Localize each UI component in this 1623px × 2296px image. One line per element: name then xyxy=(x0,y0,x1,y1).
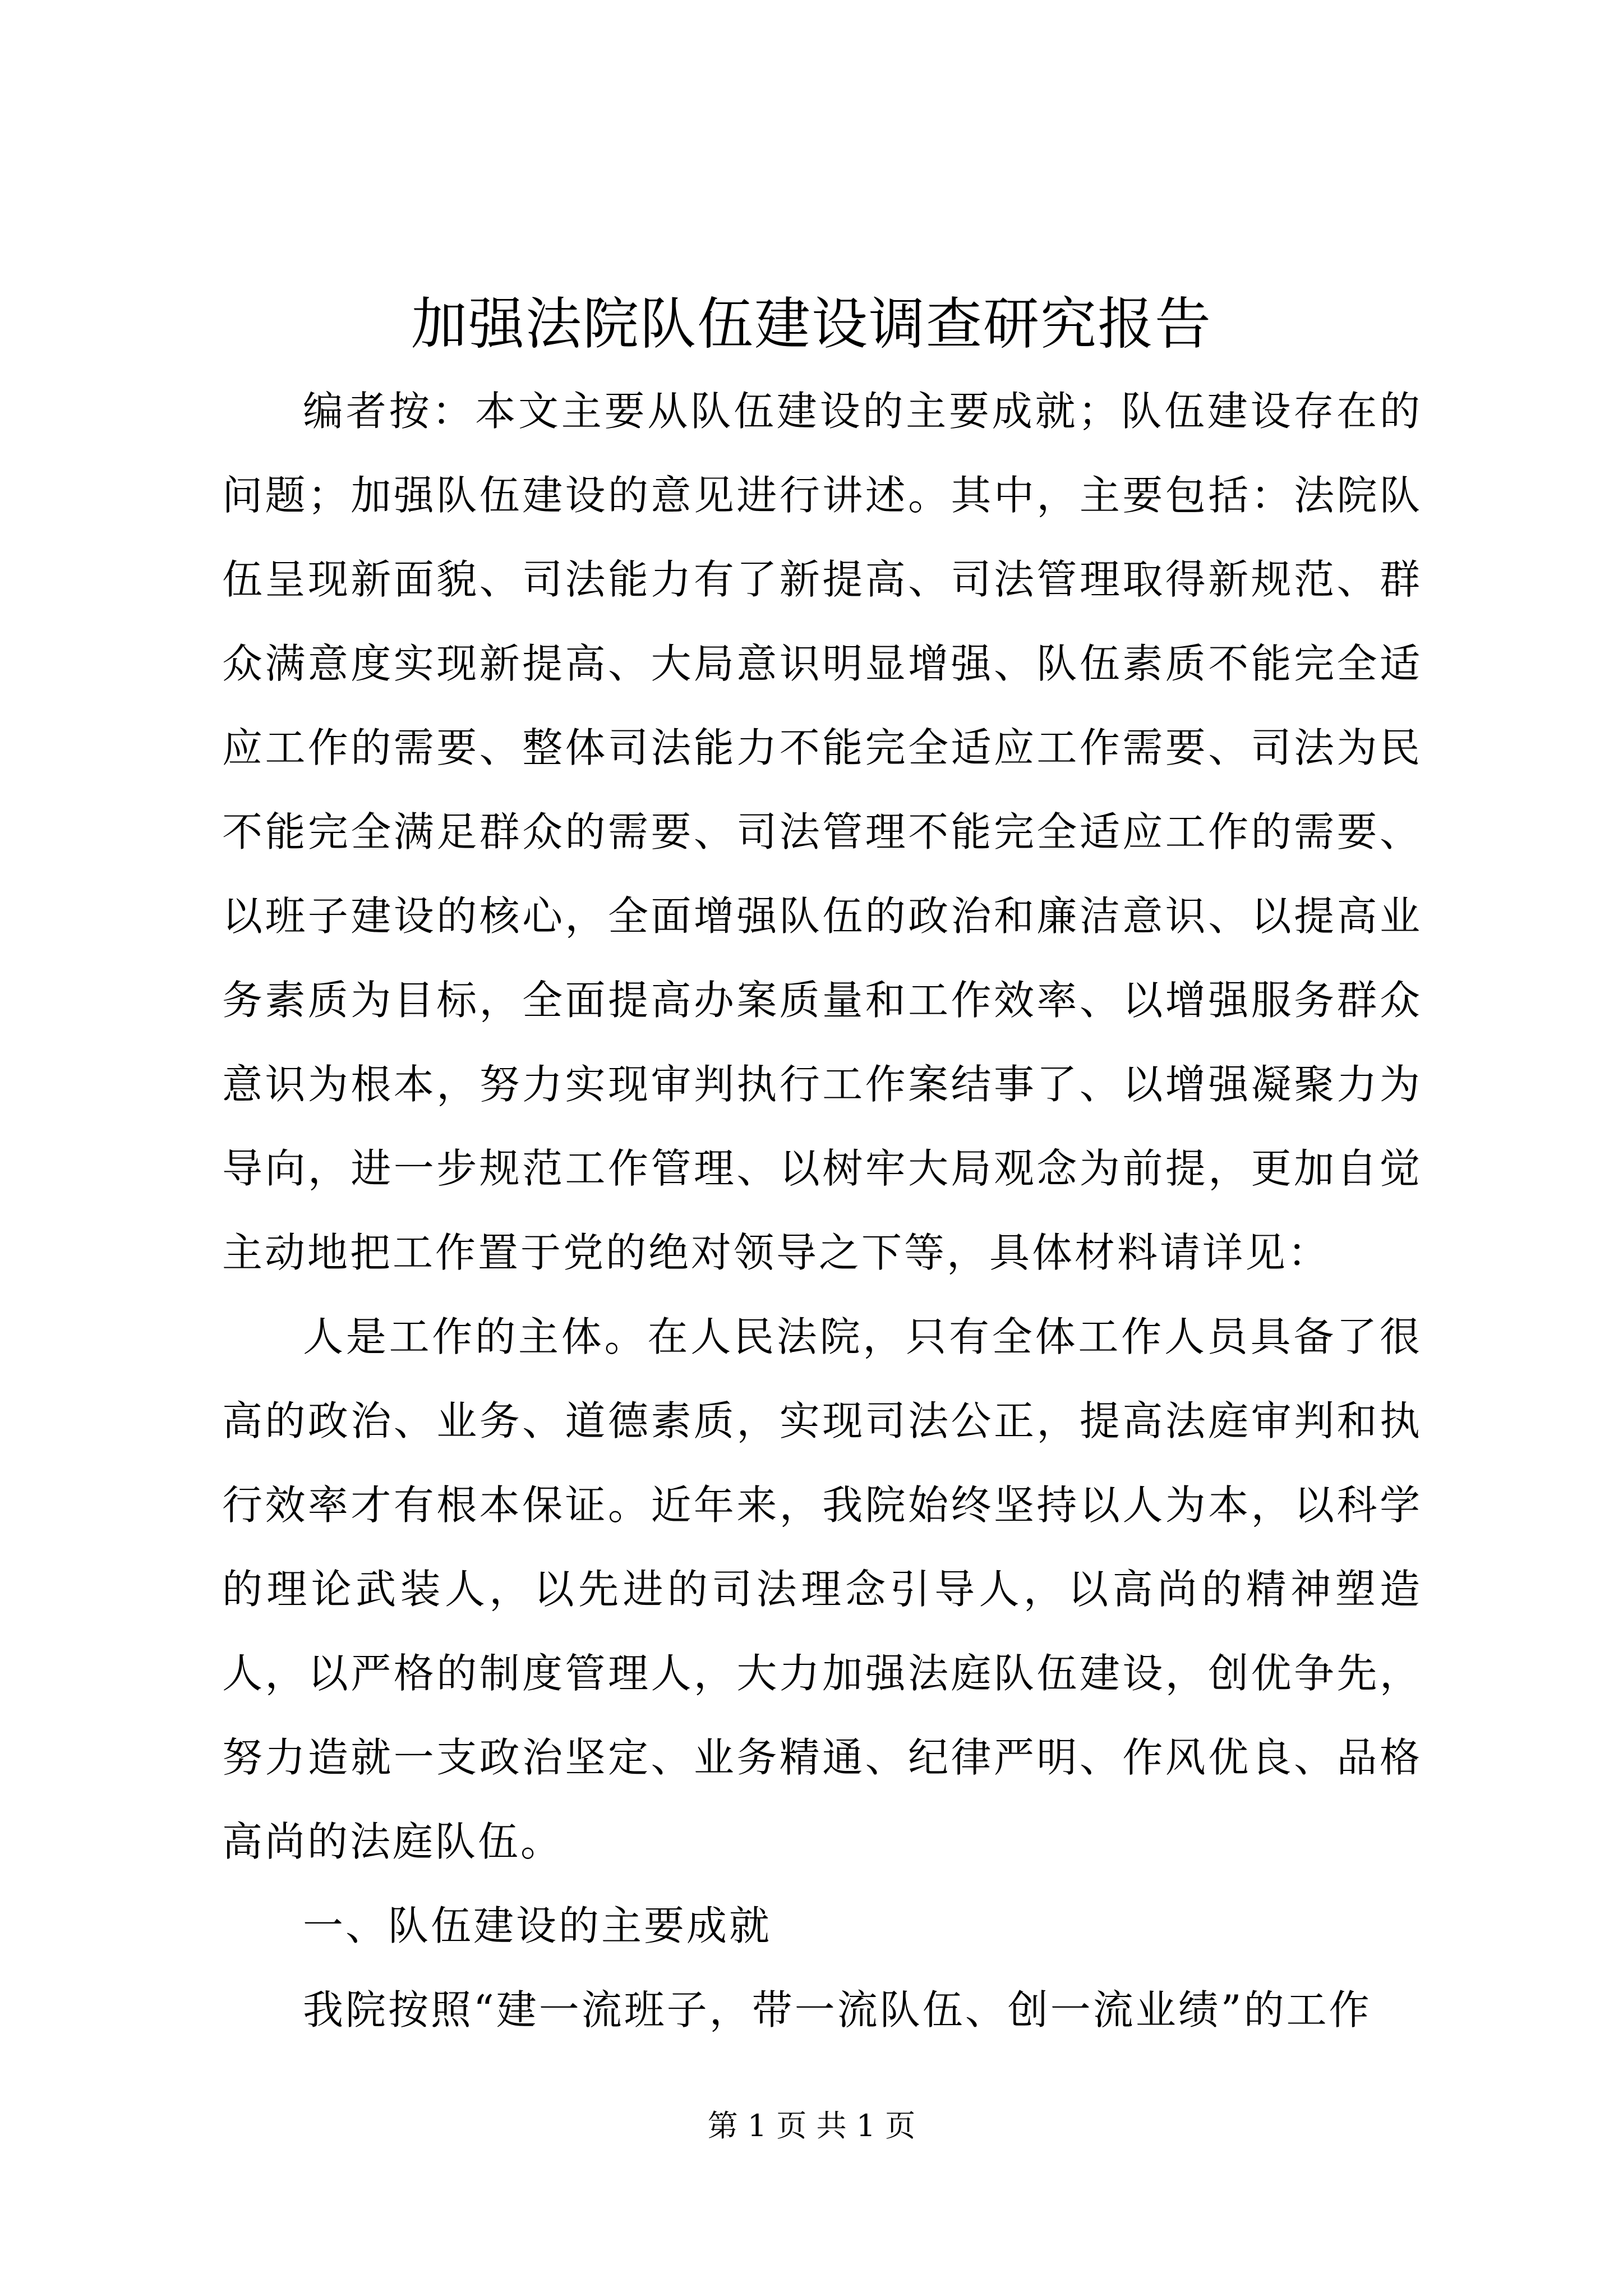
document-title: 加强法院队伍建设调查研究报告 xyxy=(411,291,1212,357)
section-heading: 一、队伍建设的主要成就 xyxy=(303,1902,772,1949)
editor-note-paragraph: 编者按：本文主要从队伍建设的主要成就；队伍建设存在的问题；加强队伍建设的意见进行讲述。其中，主要包括：法院队伍呈现新面貌、司法能力有了新提高、司法管理取得新规范、群众满意度实现新提高、大局意识明显增强、队伍素质不能完全适应工作的需要、整体司法能力不能完全适应工作需要、司法为民不能完全满足群众的需要、司法管理不能完全适应工作的需要、以班子建设的核心，全面增强队伍的政治和廉洁意识、以提高业务素质为目标，全面提高办案质量和工作效率、以增强服务群众意识为根本，努力实现审判执行工作案结事了、以增强凝聚力为导向，进一步规范工作管理、以树牢大局观念为前提，更加自觉主动地把工作置于党的绝对领导之下等，具体材料请详见： xyxy=(222,388,1422,1276)
page-footer: 第 1 页 共 1 页 xyxy=(707,2108,916,2143)
section-paragraph: 我院按照“建一流班子，带一流队伍、创一流业绩”的工作 xyxy=(303,1986,1372,2033)
intro-paragraph: 人是工作的主体。在人民法院，只有全体工作人员具备了很高的政治、业务、道德素质，实现司法公正，提高法庭审判和执行效率才有根本保证。近年来，我院始终坚持以人为本，以科学的理论武装人，以先进的司法理念引导人，以高尚的精神塑造人，以严格的制度管理人，大力加强法庭队伍建设，创优争先，努力造就一支政治坚定、业务精通、纪律严明、作风优良、品格高尚的法庭队伍。 xyxy=(222,1313,1422,1865)
document-body xyxy=(222,369,1422,2052)
